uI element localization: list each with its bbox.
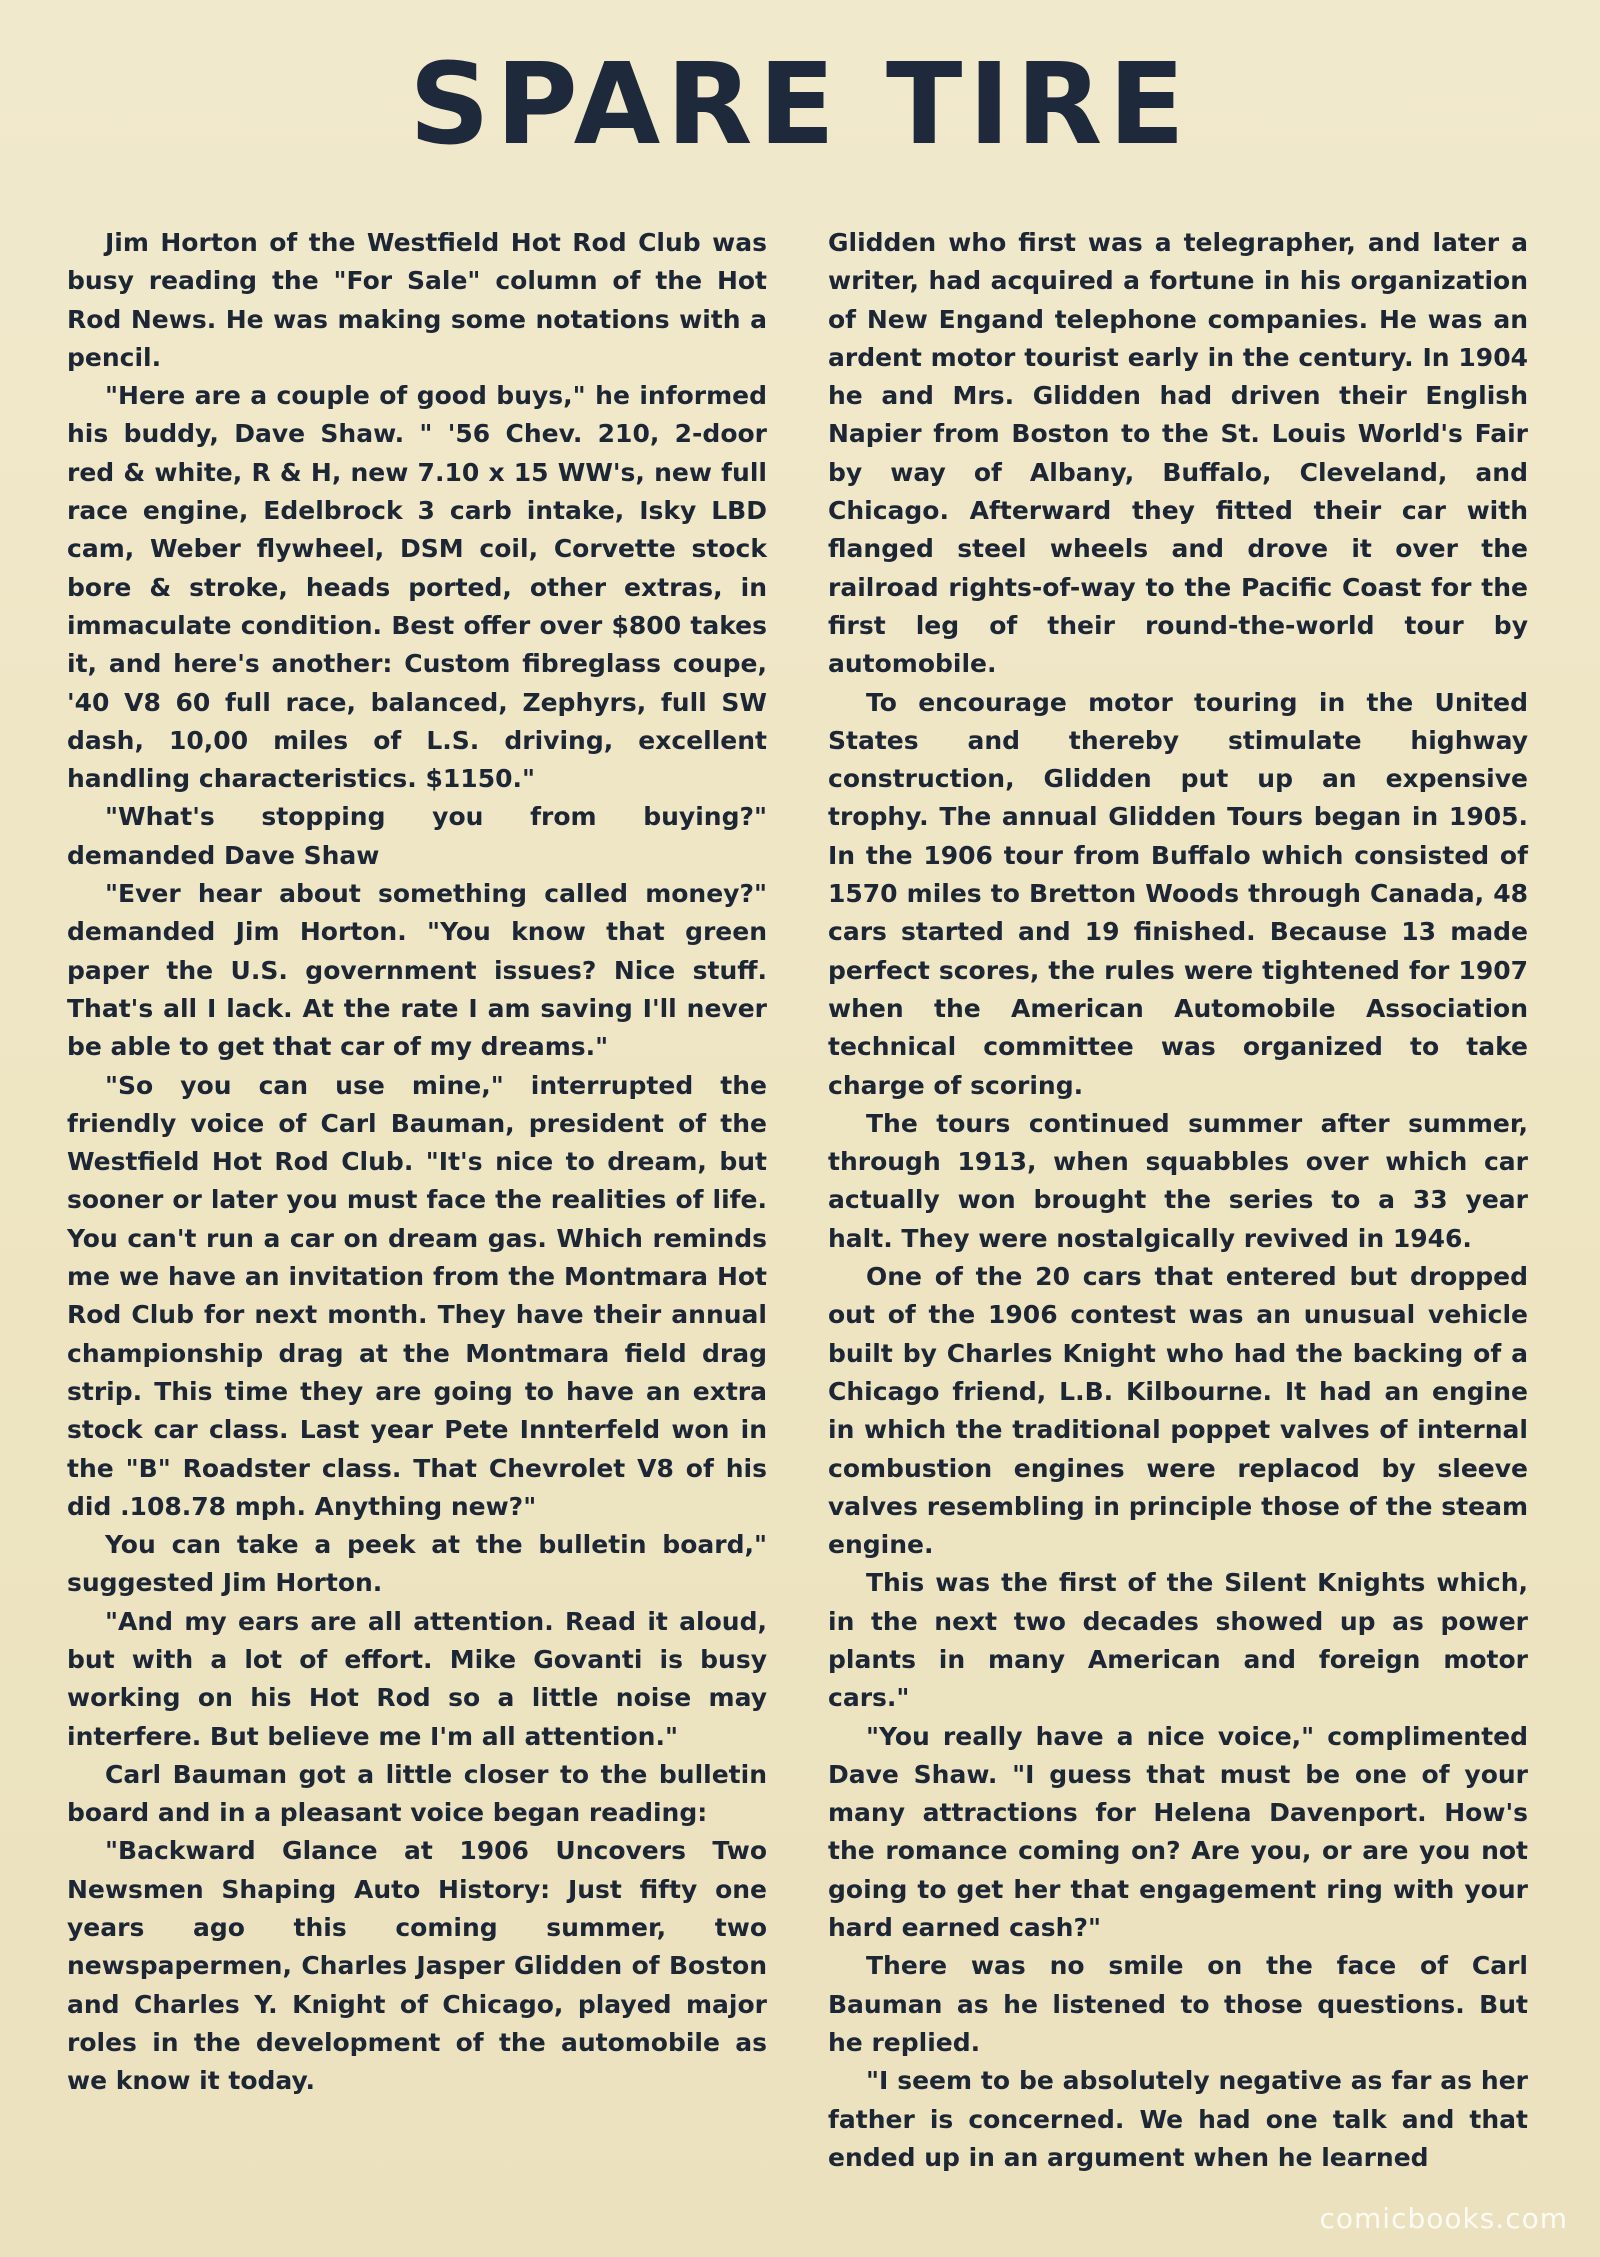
- paragraph: Glidden who first was a telegrapher, and later a writer, had acquired a fortune in his organization of New Engand telephone companies. He was an ardent motor tourist early in the century. In 1904 he and Mrs. Glidden had driven their English Napier from Boston to the St. Louis World's Fair by way of Albany, Buffalo, Cleveland, and Chicago. Afterward they fitted their car with flanged steel wheels and drove it over the railroad rights-of-way to the Pacific Coast for the first leg of their round-the-world tour by automobile.: [828, 228, 1528, 679]
- paragraph: This was the first of the Silent Knights which, in the next two decades showed up as power plants in many American and foreign motor cars.": [828, 1568, 1528, 1713]
- paragraph: There was no smile on the face of Carl Bauman as he listened to those questions. But he replied.: [828, 1951, 1528, 2057]
- paragraph: "Ever hear about something called money?" demanded Jim Horton. "You know that green paper the U.S. government issues? Nice stuff. That's all I lack. At the rate I am saving I'll never be able to get that car of my dreams.": [67, 879, 767, 1062]
- paragraph: One of the 20 cars that entered but dropped out of the 1906 contest was an unusual vehicle built by Charles Knight who had the backing of a Chicago friend, L.B. Kilbourne. It had an engine in which the traditional poppet valves of internal combustion engines were replacod by sleeve valves resembling in principle those of the steam engine.: [828, 1262, 1528, 1560]
- paragraph: "You really have a nice voice," complimented Dave Shaw. "I guess that must be one of your many attractions for Helena Davenport. How's the romance coming on? Are you, or are you not going to get her that engagement ring with your hard earned cash?": [828, 1721, 1528, 1943]
- paragraph: "I seem to be absolutely negative as far as her father is concerned. We had one talk and that ended up in an argument when he learned: [828, 2066, 1528, 2172]
- paragraph: "And my ears are all attention. Read it aloud, but with a lot of effort. Mike Govanti is busy working on his Hot Rod so a little noise may interfere. But believe me I'm all attention.": [67, 1606, 767, 1751]
- paragraph: You can take a peek at the bulletin board," suggested Jim Horton.: [67, 1530, 767, 1598]
- right-column: [828, 224, 1528, 2177]
- paragraph: "Backward Glance at 1906 Uncovers Two Newsmen Shaping Auto History: Just fifty one years ago this coming summer, two newspapermen, Charles Jasper Glidden of Boston and Charles Y. Knight of Chicago, played major roles in the development of the automobile as we know it today.: [67, 1836, 767, 2096]
- watermark: comicbooks.com: [1319, 2202, 1568, 2235]
- paragraph: "So you can use mine," interrupted the friendly voice of Carl Bauman, president of the Westfield Hot Rod Club. "It's nice to dream, but sooner or later you must face the realities of life. You can't run a car on dream gas. Which reminds me we have an invitation from the Montmara Hot Rod Club for next month. They have their annual championship drag at the Montmara field drag strip. This time they are going to have an extra stock car class. Last year Pete Innterfeld won in the "B" Roadster class. That Chevrolet V8 of his did .108.78 mph. Anything new?": [67, 1070, 767, 1521]
- paragraph: Jim Horton of the Westfield Hot Rod Club was busy reading the "For Sale" column of the Hot Rod News. He was making some notations with a pencil.: [67, 228, 767, 372]
- paragraph: "What's stopping you from buying?" demanded Dave Shaw: [67, 802, 767, 870]
- left-column: [67, 224, 767, 2101]
- story-title: SPARE TIRE: [409, 40, 1191, 170]
- paragraph: Carl Bauman got a little closer to the bulletin board and in a pleasant voice began reading:: [67, 1759, 767, 1828]
- paragraph: The tours continued summer after summer, through 1913, when squabbles over which car actually won brought the series to a 33 year halt. They were nostalgically revived in 1946.: [828, 1108, 1528, 1253]
- paragraph: To encourage motor touring in the United States and thereby stimulate highway construction, Glidden put up an expensive trophy. The annual Glidden Tours began in 1905. In the 1906 tour from Buffalo which consisted of 1570 miles to Bretton Woods through Canada, 48 cars started and 19 finished. Because 13 made perfect scores, the rules were tightened for 1907 when the American Automobile Association technical committee was organized to take charge of scoring.: [828, 687, 1528, 1100]
- paragraph: "Here are a couple of good buys," he informed his buddy, Dave Shaw. " '56 Chev. 210, 2-door red & white, R & H, new 7.10 x 15 WW's, new full race engine, Edelbrock 3 carb intake, Isky LBD cam, Weber flywheel, DSM coil, Corvette stock bore & stroke, heads ported, other extras, in immaculate condition. Best offer over $800 takes it, and here's another: Custom fibreglass coupe, '40 V8 60 full race, balanced, Zephyrs, full SW dash, 10,00 miles of L.S. driving, excellent handling characteristics. $1150.": [67, 381, 767, 794]
